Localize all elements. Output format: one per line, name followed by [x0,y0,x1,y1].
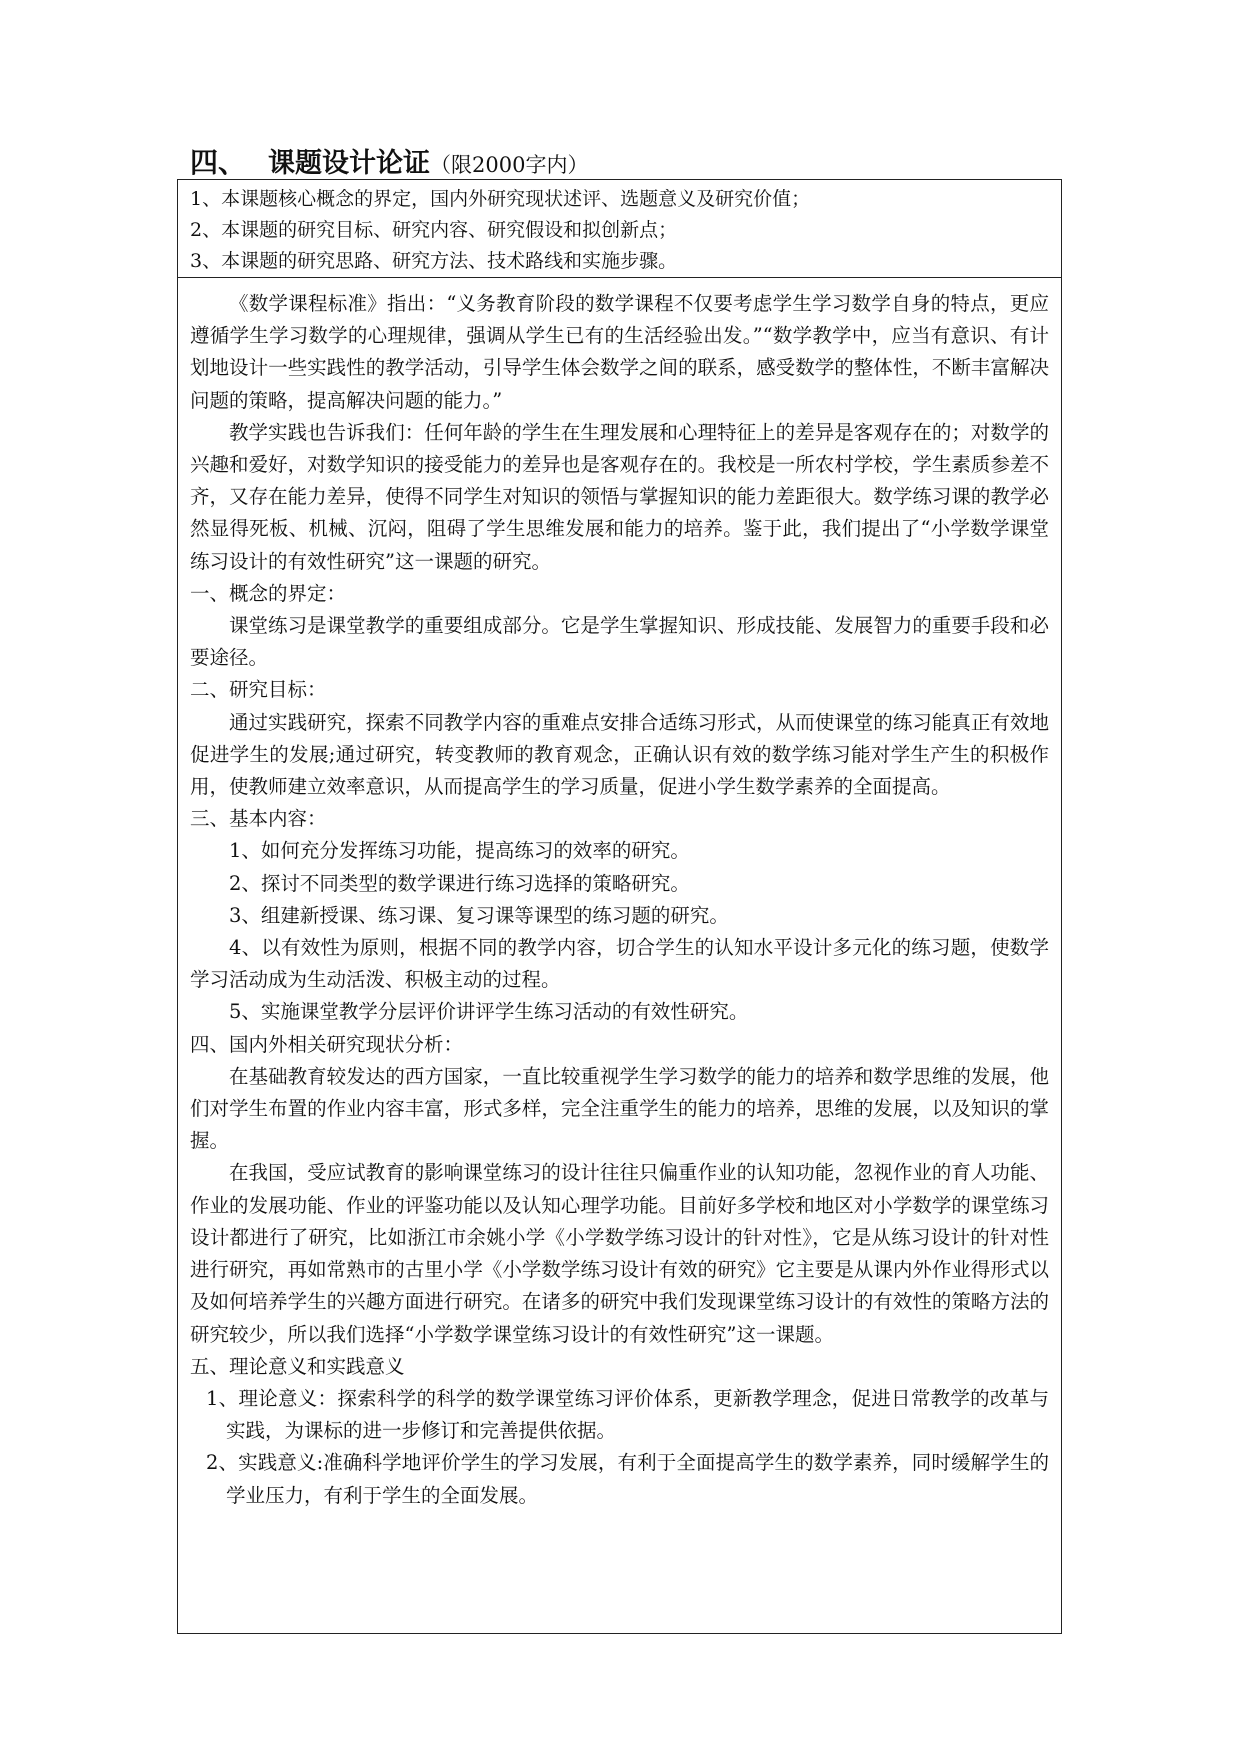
significance-item: 1、理论意义：探索科学的科学的数学课堂练习评价体系，更新教学理念，促进日常教学的改革与实践，为课标的进一步修订和完善提供依据。 [206,1386,1049,1443]
subsection-text: 在我国，受应试教育的影响课堂练习的设计往往只偏重作业的认知功能，忽视作业的育人功能、作业的发展功能、作业的评鉴功能以及认知心理学功能。目前好多学校和地区对小学数学的课堂练习设计都进行了研究，比如浙江市余姚小学《小学数学练习设计的针对性》，它是从练习设计的针对性进行研究，再如常熟市的古里小学《小学数学练习设计有效的研究》它主要是从课内外作业得形式以及如何培养学生的兴趣方面进行研究。在诸多的研究中我们发现课堂练习设计的有效性的策略方法的研究较少，所以我们选择“小学数学课堂练习设计的有效性研究”这一课题。 [190,1161,1049,1346]
subsection-text: 通过实践研究，探索不同教学内容的重难点安排合适练习形式，从而使课堂的练习能真正有效地促进学生的发展;通过研究，转变教师的教育观念，正确认识有效的数学练习能对学生产生的积极作用，使教师建立效率意识，从而提高学生的学习质量，促进小学生数学素养的全面提高。 [190,710,1049,799]
subsection-text: 在基础教育较发达的西方国家，一直比较重视学生学习数学的能力的培养和数学思维的发展，他们对学生布置的作业内容丰富，形式多样，完全注重学生的能力的培养，思维的发展，以及知识的掌握。 [190,1064,1049,1153]
section-heading [190,146,588,182]
requirement-item: 3、本课题的研究思路、研究方法、技术路线和实施步骤。 [190,250,678,272]
intro-paragraph: 《数学课程标准》指出：“义务教育阶段的数学课程不仅要考虑学生学习数学自身的特点，更应遵循学生学习数学的心理规律，强调从学生已有的生活经验出发。”“数学教学中，应当有意识、有计划地设计一些实践性的教学活动，引导学生体会数学之间的联系，感受数学的整体性，不断丰富解决问题的策略，提高解决问题的能力。” [190,292,1049,412]
requirement-item: 1、本课题核心概念的界定，国内外研究现状述评、选题意义及研究价值； [190,188,811,210]
word-limit-note: （限2000字内） [430,153,589,177]
subsection-title: 三、基本内容： [190,807,327,831]
content-list-item: 3、组建新授课、练习课、复习课等课型的练习题的研究。 [229,903,729,927]
subsection-title: 四、国内外相关研究现状分析： [190,1032,464,1056]
content-list-item: 4、以有效性为原则，根据不同的教学内容，切合学生的认知水平设计多元化的练习题，使数学学习活动成为生动活泼、积极主动的过程。 [190,936,1049,992]
intro-paragraph: 教学实践也告诉我们：任何年龄的学生在生理发展和心理特征上的差异是客观存在的；对数学的兴趣和爱好，对数学知识的接受能力的差异也是客观存在的。我校是一所农村学校，学生素质参差不齐，又存在能力差异，使得不同学生对知识的领悟与掌握知识的能力差距很大。数学练习课的教学必然显得死板、机械、沉闷，阻碍了学生思维发展和能力的培养。鉴于此，我们提出了“小学数学课堂练习设计的有效性研究”这一课题的研究。 [190,420,1049,573]
section-number: 四、 [190,146,247,179]
content-list-item: 5、实施课堂教学分层评价讲评学生练习活动的有效性研究。 [229,1000,749,1024]
subsection-title: 一、概念的界定： [190,581,347,605]
content-list-item: 2、探讨不同类型的数学课进行练习选择的策略研究。 [229,871,690,895]
argument-body [178,278,1061,1512]
form-table [177,179,1062,1634]
section-title: 课题设计论证 [268,148,431,179]
significance-item: 2、实践意义:准确科学地评价学生的学习发展，有利于全面提高学生的数学素养，同时缓解学生的学业压力，有利于学生的全面发展。 [206,1451,1049,1507]
subsection-text: 课堂练习是课堂教学的重要组成部分。它是学生掌握知识、形成技能、发展智力的重要手段和必要途径。 [190,614,1049,670]
subsection-title: 二、研究目标： [190,678,327,702]
content-list-item: 1、如何充分发挥练习功能，提高练习的效率的研究。 [229,839,690,863]
requirement-item: 2、本课题的研究目标、研究内容、研究假设和拟创新点； [190,219,678,241]
requirements-cell [178,180,1061,278]
subsection-title: 五、理论意义和实践意义 [190,1354,405,1378]
